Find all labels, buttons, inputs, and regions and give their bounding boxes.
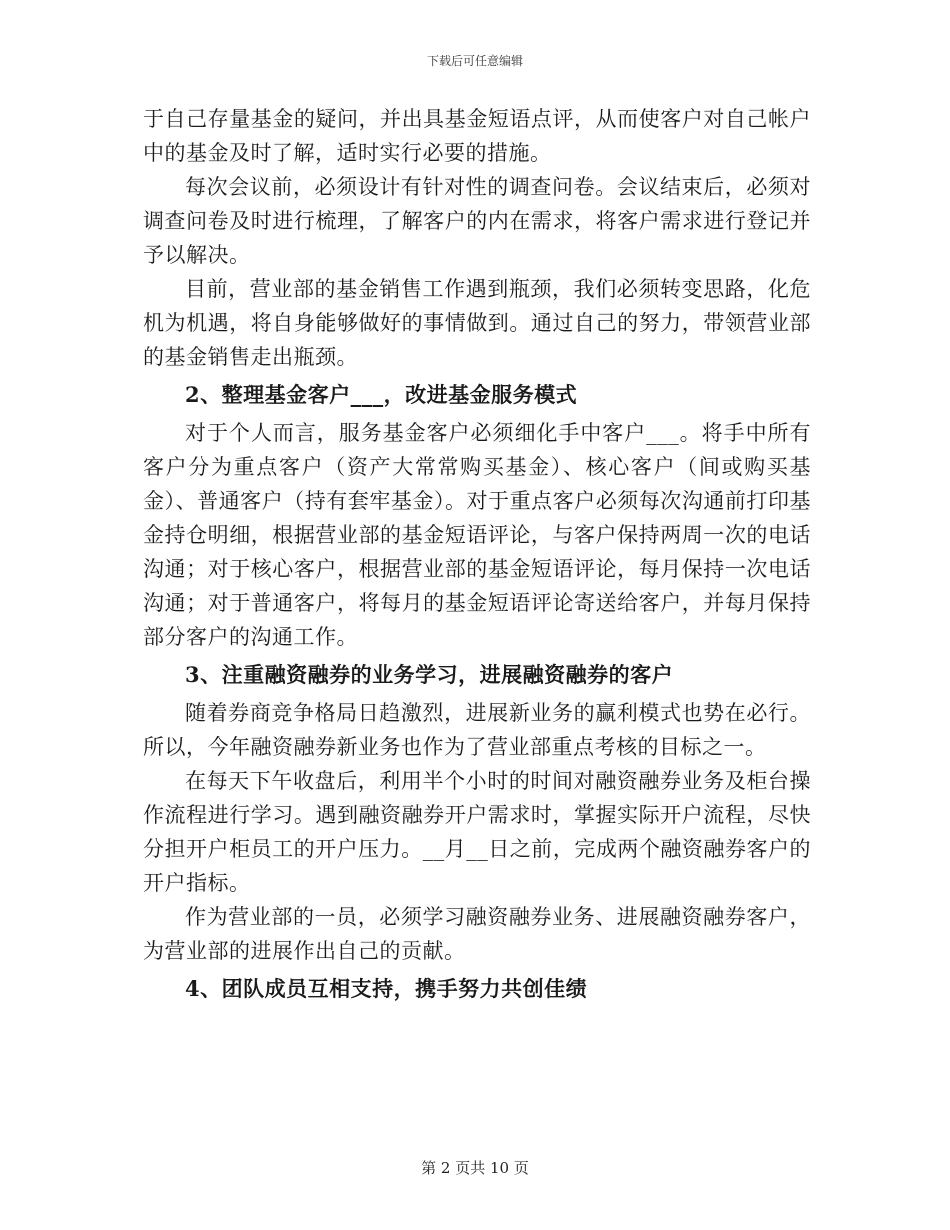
section-heading: 3、注重融资融券的业务学习，进展融资融券的客户 (185, 662, 674, 687)
paragraph: 于自己存量基金的疑问，并出具基金短语点评，从而使客户对自己帐户中的基金及时了解，适时实行必要的措施。 (143, 107, 811, 165)
paragraph: 目前，营业部的基金销售工作遇到瓶颈，我们必须转变思路，化危机为机遇，将自身能够做好的事情做到。通过自己的努力，带领营业部的基金销售走出瓶颈。 (143, 277, 811, 369)
page-footer: 第 2 页共 10 页 (421, 1159, 529, 1177)
paragraph: 随着券商竞争格局日趋激烈，进展新业务的赢利模式也势在必行。所以，今年融资融券新业务也作为了营业部重点考核的目标之一。 (143, 701, 811, 759)
paragraph: 作为营业部的一员，必须学习融资融券业务、进展融资融券客户，为营业部的进展作出自己的贡献。 (143, 905, 811, 963)
section-heading: 4、团队成员互相支持，携手努力共创佳绩 (185, 976, 588, 1001)
document-body (143, 102, 811, 1010)
paragraph: 对于个人而言，服务基金客户必须细化手中客户___。将手中所有客户分为重点客户（资产大常常购买基金）、核心客户（间或购买基金）、普通客户（持有套牢基金）。对于重点客户必须每次沟通前打印基金持仓明细，根据营业部的基金短语评论，与客户保持两周一次的电话沟通；对于核心客户，根据营业部的基金短语评论，每月保持一次电话沟通；对于普通客户，将每月的基金短语评论寄送给客户，并每月保持部分客户的沟通工作。 (143, 421, 811, 649)
paragraph: 在每天下午收盘后，利用半个小时的时间对融资融券业务及柜台操作流程进行学习。遇到融资融券开户需求时，掌握实际开户流程，尽快分担开户柜员工的开户压力。__月__日之前，完成两个融资融券客户的开户指标。 (143, 769, 811, 895)
page-header: 下载后可任意编辑 (426, 54, 523, 68)
section-heading: 2、整理基金客户___，改进基金服务模式 (185, 382, 578, 407)
paragraph: 每次会议前，必须设计有针对性的调查问卷。会议结束后，必须对调查问卷及时进行梳理，了解客户的内在需求，将客户需求进行登记并予以解决。 (143, 175, 811, 267)
